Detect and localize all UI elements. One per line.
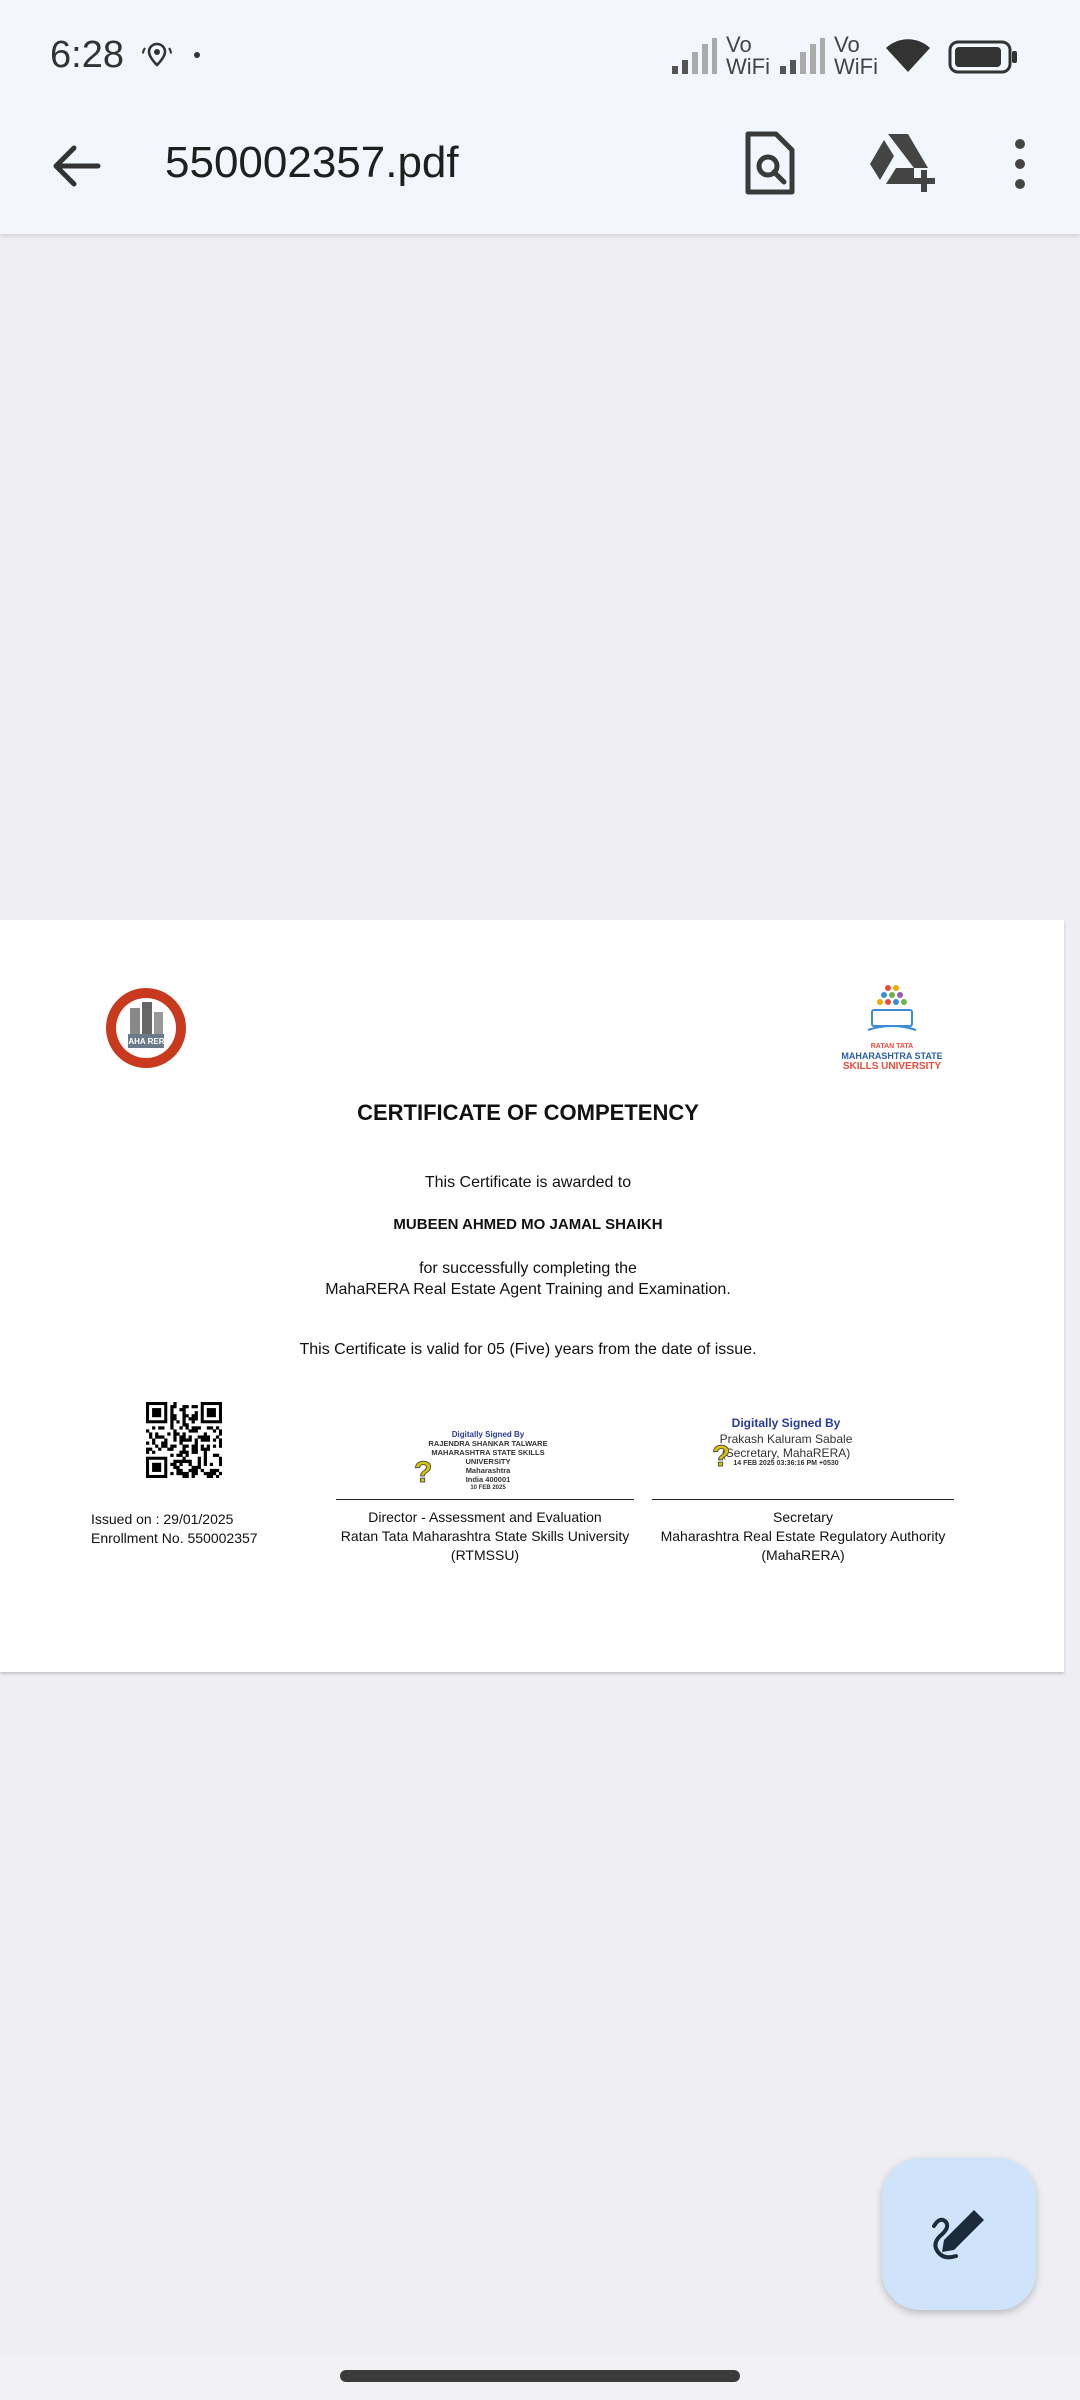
designation-b: Secretary Maharashtra Real Estate Regulatory Authority (MahaRERA) <box>660 1509 946 1563</box>
battery-icon <box>948 40 1018 74</box>
signature-verify-icon-a: ? <box>414 1456 433 1489</box>
search-document-icon[interactable] <box>742 130 798 196</box>
pdf-page[interactable] <box>0 920 1064 1672</box>
more-vert-icon[interactable] <box>1000 136 1040 192</box>
location-icon <box>140 38 174 72</box>
designation-a: Director - Assessment and Evaluation Ratan Tata Maharashtra State Skills University (RTMSSU) <box>340 1509 630 1563</box>
issue-info <box>91 1510 258 1548</box>
svg-text:MAHA RERA: MAHA RERA <box>121 1037 171 1046</box>
signal-1-icon <box>670 36 718 76</box>
univ-line-2: MAHARASHTRA STATE <box>841 1051 943 1061</box>
awarded-to-text: This Certificate is awarded to <box>424 1174 632 1191</box>
validity-text: This Certificate is valid for 05 (Five) years from the date of issue. <box>299 1341 757 1358</box>
vowifi-2-label: Vo WiFi <box>834 32 878 79</box>
notification-dot <box>194 52 200 58</box>
back-arrow-icon[interactable] <box>48 138 104 194</box>
qr-code <box>146 1402 222 1478</box>
completing-line-2: MahaRERA Real Estate Agent Training and Examination. <box>325 1281 731 1298</box>
certificate-title: CERTIFICATE OF COMPETENCY <box>357 1100 699 1125</box>
issued-on: Issued on : 29/01/2025 <box>91 1511 234 1527</box>
edit-pen-icon <box>928 2204 990 2266</box>
status-time: 6:28 <box>50 34 124 76</box>
signal-2-icon <box>778 36 826 76</box>
gesture-handle[interactable] <box>340 2370 740 2382</box>
document-title: 550002357.pdf <box>165 138 459 187</box>
signature-line-b <box>652 1499 954 1500</box>
app-bar <box>0 0 1080 234</box>
recipient-name: MUBEEN AHMED MO JAMAL SHAIKH <box>393 1216 663 1233</box>
completing-line-1: for successfully completing the <box>419 1260 637 1277</box>
edit-fab-button[interactable] <box>882 2158 1036 2310</box>
univ-line-3: SKILLS UNIVERSITY <box>842 1061 942 1072</box>
signature-line-a <box>336 1499 634 1500</box>
univ-line-1: RATAN TATA <box>870 1043 914 1050</box>
signature-verify-icon-b: ? <box>712 1440 731 1473</box>
rtmssu-logo <box>838 982 946 1088</box>
maharera-logo <box>104 986 188 1070</box>
wifi-icon <box>884 36 932 76</box>
rtmssu-emblem-icon <box>838 982 946 1038</box>
signature-stamp-b: Digitally Signed By Prakash Kaluram Sabale (Secretary, MahaRERA) 14 FEB 2025 03:36:16 PM +0530 <box>719 1416 853 1467</box>
enrollment-number: Enrollment No. 550002357 <box>91 1530 258 1546</box>
signature-stamp-a: Digitally Signed By RAJENDRA SHANKAR TALWARE MAHARASHTRA STATE SKILLS UNIVERSITY Maharashtra India 400001 10 FEB 2025 <box>428 1430 548 1491</box>
drive-add-icon[interactable] <box>870 132 936 194</box>
vowifi-1-label: Vo WiFi <box>726 32 770 79</box>
